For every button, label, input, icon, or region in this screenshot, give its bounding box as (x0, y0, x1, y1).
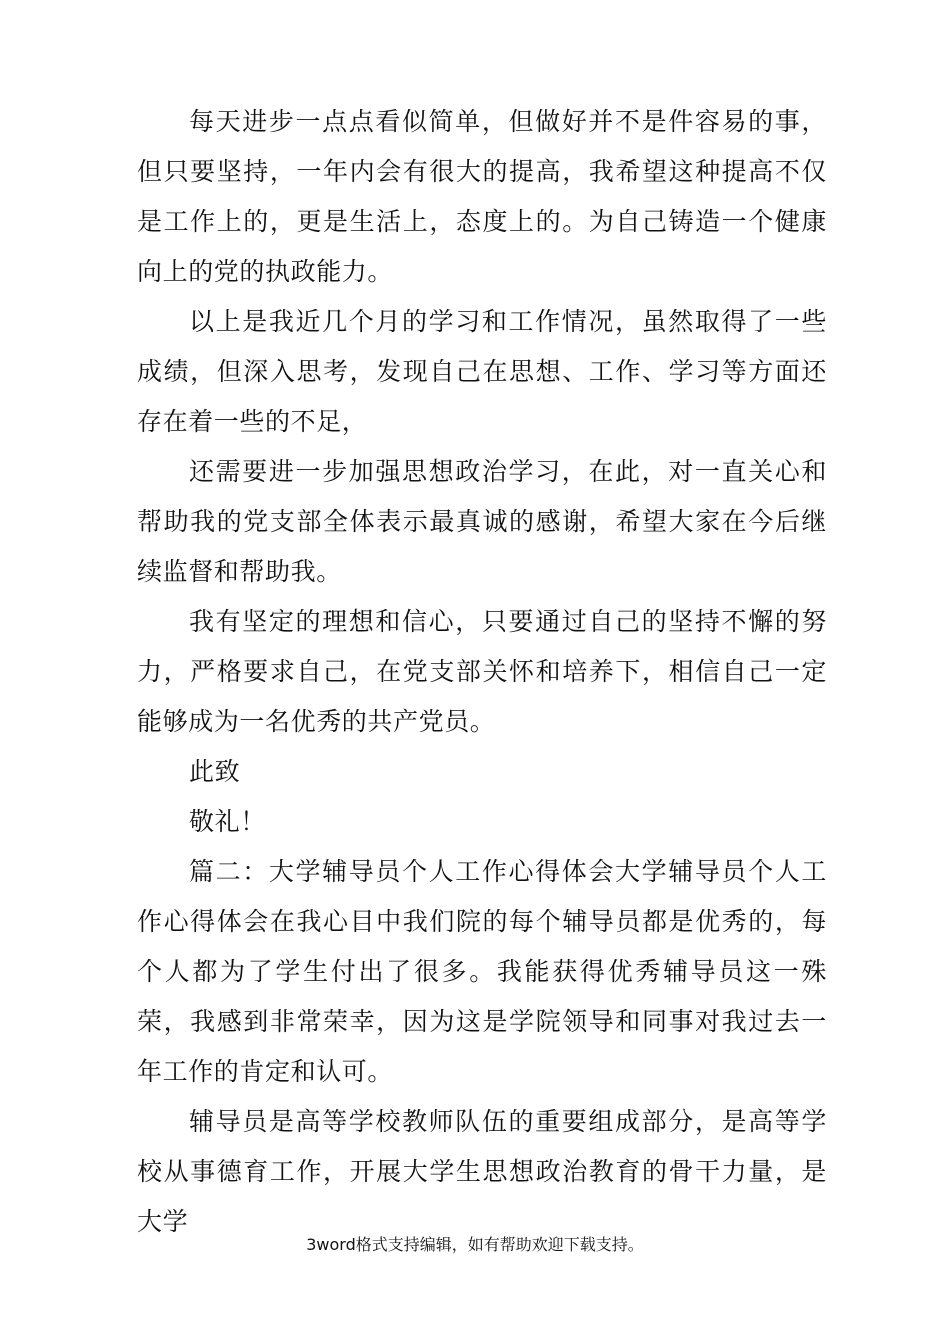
paragraph-daily-progress: 每天进步一点点看似简单，但做好并不是件容易的事，但只要坚持，一年内会有很大的提高，我希望这种提高不仅是工作上的，更是生活上，态度上的。为自己铸造一个健康向上的党的执政能力。 (137, 107, 827, 286)
paragraph-thanks: 还需要进一步加强思想政治学习，在此，对一直关心和帮助我的党支部全体表示最真诚的感谢，希望大家在今后继续监督和帮助我。 (137, 457, 827, 586)
paragraph-recent-summary: 以上是我近几个月的学习和工作情况，虽然取得了一些成绩，但深入思考，发现自己在思想、工作、学习等方面还存在着一些的不足， (137, 307, 827, 436)
paragraph-part-two-intro: 篇二：大学辅导员个人工作心得体会大学辅导员个人工作心得体会在我心目中我们院的每个辅导员都是优秀的，每个人都为了学生付出了很多。我能获得优秀辅导员这一殊荣，我感到非常荣幸，因为这是学院领导和同事对我过去一年工作的肯定和认可。 (137, 857, 827, 1086)
closing-salutation: 此致 (189, 757, 241, 786)
closing-regards: 敬礼！ (189, 807, 266, 836)
document-body (137, 97, 827, 1247)
paragraph-resolution: 我有坚定的理想和信心，只要通过自己的坚持不懈的努力，严格要求自己，在党支部关怀和培养下，相信自己一定能够成为一名优秀的共产党员。 (137, 607, 827, 736)
page-footer: 3word格式支持编辑，如有帮助欢迎下载支持。 (306, 1235, 644, 1254)
paragraph-counselor-role: 辅导员是高等学校教师队伍的重要组成部分，是高等学校从事德育工作，开展大学生思想政治教育的骨干力量，是大学 (137, 1107, 827, 1236)
